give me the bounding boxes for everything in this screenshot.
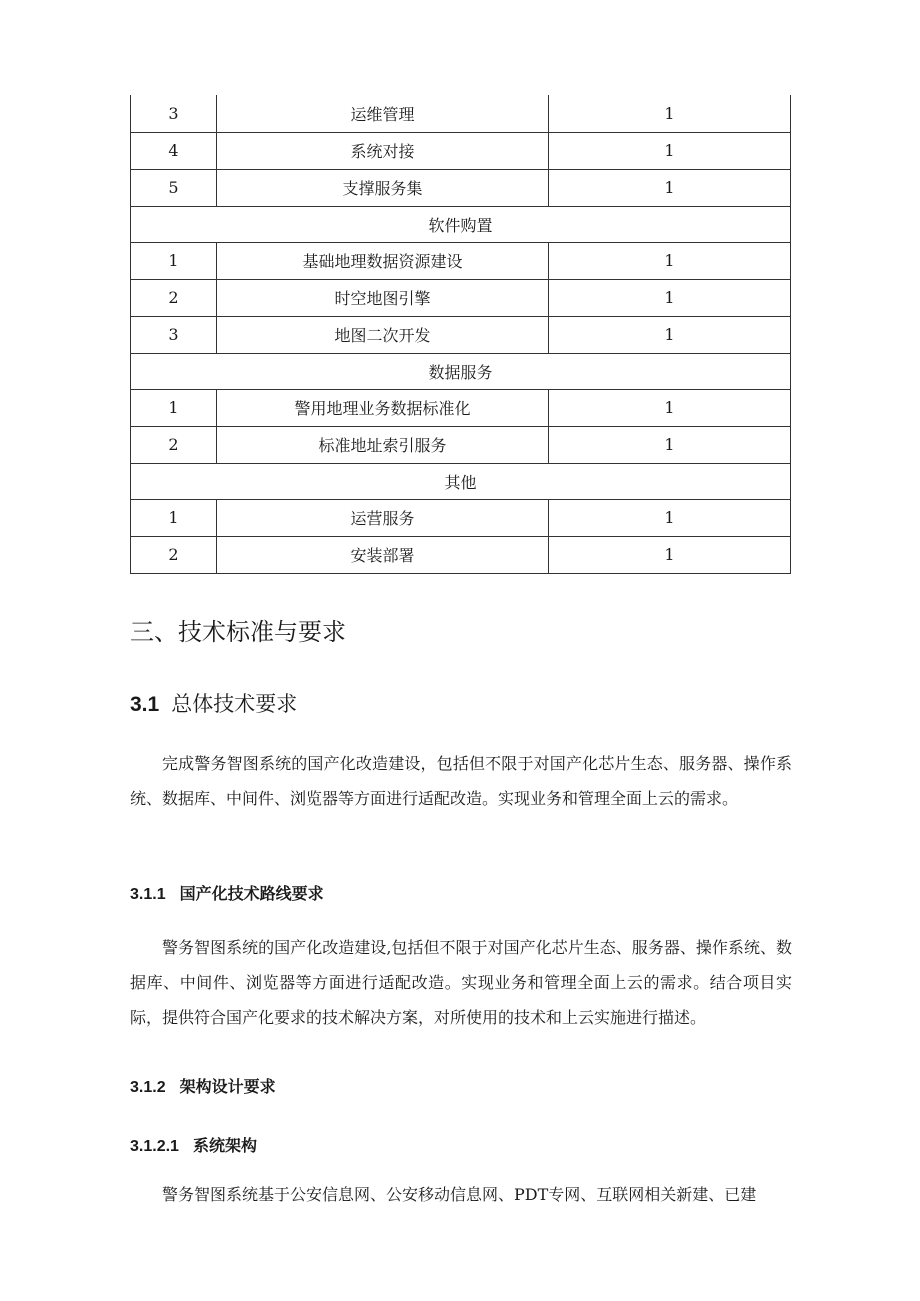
section-title-cell: 数据服务 — [131, 353, 791, 389]
subsection-heading-3-1-2 — [130, 1074, 276, 1097]
heading-number: 3.1.2.1 — [130, 1138, 179, 1155]
table-row — [131, 389, 791, 426]
heading-title: 架构设计要求 — [179, 1079, 276, 1096]
heading-title: 国产化技术路线要求 — [179, 886, 324, 903]
table-row — [131, 536, 791, 573]
item-name-cell: 运营服务 — [217, 499, 549, 536]
index-cell: 2 — [131, 426, 217, 463]
quantity-cell: 1 — [549, 132, 791, 169]
table-section-row — [131, 353, 791, 389]
quantity-cell: 1 — [549, 426, 791, 463]
section-title-cell: 其他 — [131, 463, 791, 499]
item-name-cell: 警用地理业务数据标准化 — [217, 389, 549, 426]
table-row — [131, 242, 791, 279]
section-title-cell: 软件购置 — [131, 206, 791, 242]
item-name-cell: 地图二次开发 — [217, 316, 549, 353]
index-cell: 4 — [131, 132, 217, 169]
heading-title: 总体技术要求 — [171, 692, 298, 716]
subsection-heading-3-1-1 — [130, 881, 324, 904]
index-cell: 1 — [131, 499, 217, 536]
paragraph-3-1: 完成警务智图系统的国产化改造建设，包括但不限于对国产化芯片生态、服务器、操作系统、数据库、中间件、浏览器等方面进行适配改造。实现业务和管理全面上云的需求。 — [130, 754, 792, 808]
item-name-cell: 安装部署 — [217, 536, 549, 573]
table-row — [131, 426, 791, 463]
item-table — [130, 95, 791, 574]
subsection-heading-3-1 — [130, 688, 297, 718]
quantity-cell: 1 — [549, 499, 791, 536]
index-cell: 2 — [131, 536, 217, 573]
heading-title: 系统架构 — [192, 1138, 257, 1155]
paragraph-3-1-2-1: 警务智图系统基于公安信息网、公安移动信息网、PDT专网、互联网相关新建、已建 — [162, 1185, 757, 1204]
heading-number: 3.1 — [130, 693, 160, 716]
quantity-cell: 1 — [549, 169, 791, 206]
table-row — [131, 95, 791, 132]
heading-number: 3.1.2 — [130, 1079, 166, 1096]
table-row — [131, 132, 791, 169]
table-section-row — [131, 463, 791, 499]
table-row — [131, 169, 791, 206]
quantity-cell: 1 — [549, 242, 791, 279]
heading-number: 3.1.1 — [130, 886, 166, 903]
item-table-container — [130, 95, 789, 574]
table-row — [131, 499, 791, 536]
table-row — [131, 279, 791, 316]
quantity-cell: 1 — [549, 279, 791, 316]
table-row — [131, 316, 791, 353]
table-section-row — [131, 206, 791, 242]
item-name-cell: 系统对接 — [217, 132, 549, 169]
index-cell: 1 — [131, 389, 217, 426]
index-cell: 2 — [131, 279, 217, 316]
quantity-cell: 1 — [549, 316, 791, 353]
item-name-cell: 运维管理 — [217, 95, 549, 132]
quantity-cell: 1 — [549, 389, 791, 426]
subsection-heading-3-1-2-1 — [130, 1133, 257, 1156]
paragraph-3-1-1: 警务智图系统的国产化改造建设,包括但不限于对国产化芯片生态、服务器、操作系统、数据库、中间件、浏览器等方面进行适配改造。实现业务和管理全面上云的需求。结合项目实际，提供符合国产化要求的技术解决方案，对所使用的技术和上云实施进行描述。 — [130, 938, 792, 1027]
item-name-cell: 支撑服务集 — [217, 169, 549, 206]
index-cell: 3 — [131, 316, 217, 353]
item-name-cell: 标准地址索引服务 — [217, 426, 549, 463]
item-name-cell: 时空地图引擎 — [217, 279, 549, 316]
index-cell: 5 — [131, 169, 217, 206]
index-cell: 1 — [131, 242, 217, 279]
quantity-cell: 1 — [549, 536, 791, 573]
item-name-cell: 基础地理数据资源建设 — [217, 242, 549, 279]
section-heading: 三、技术标准与要求 — [130, 618, 346, 646]
index-cell: 3 — [131, 95, 217, 132]
quantity-cell: 1 — [549, 95, 791, 132]
